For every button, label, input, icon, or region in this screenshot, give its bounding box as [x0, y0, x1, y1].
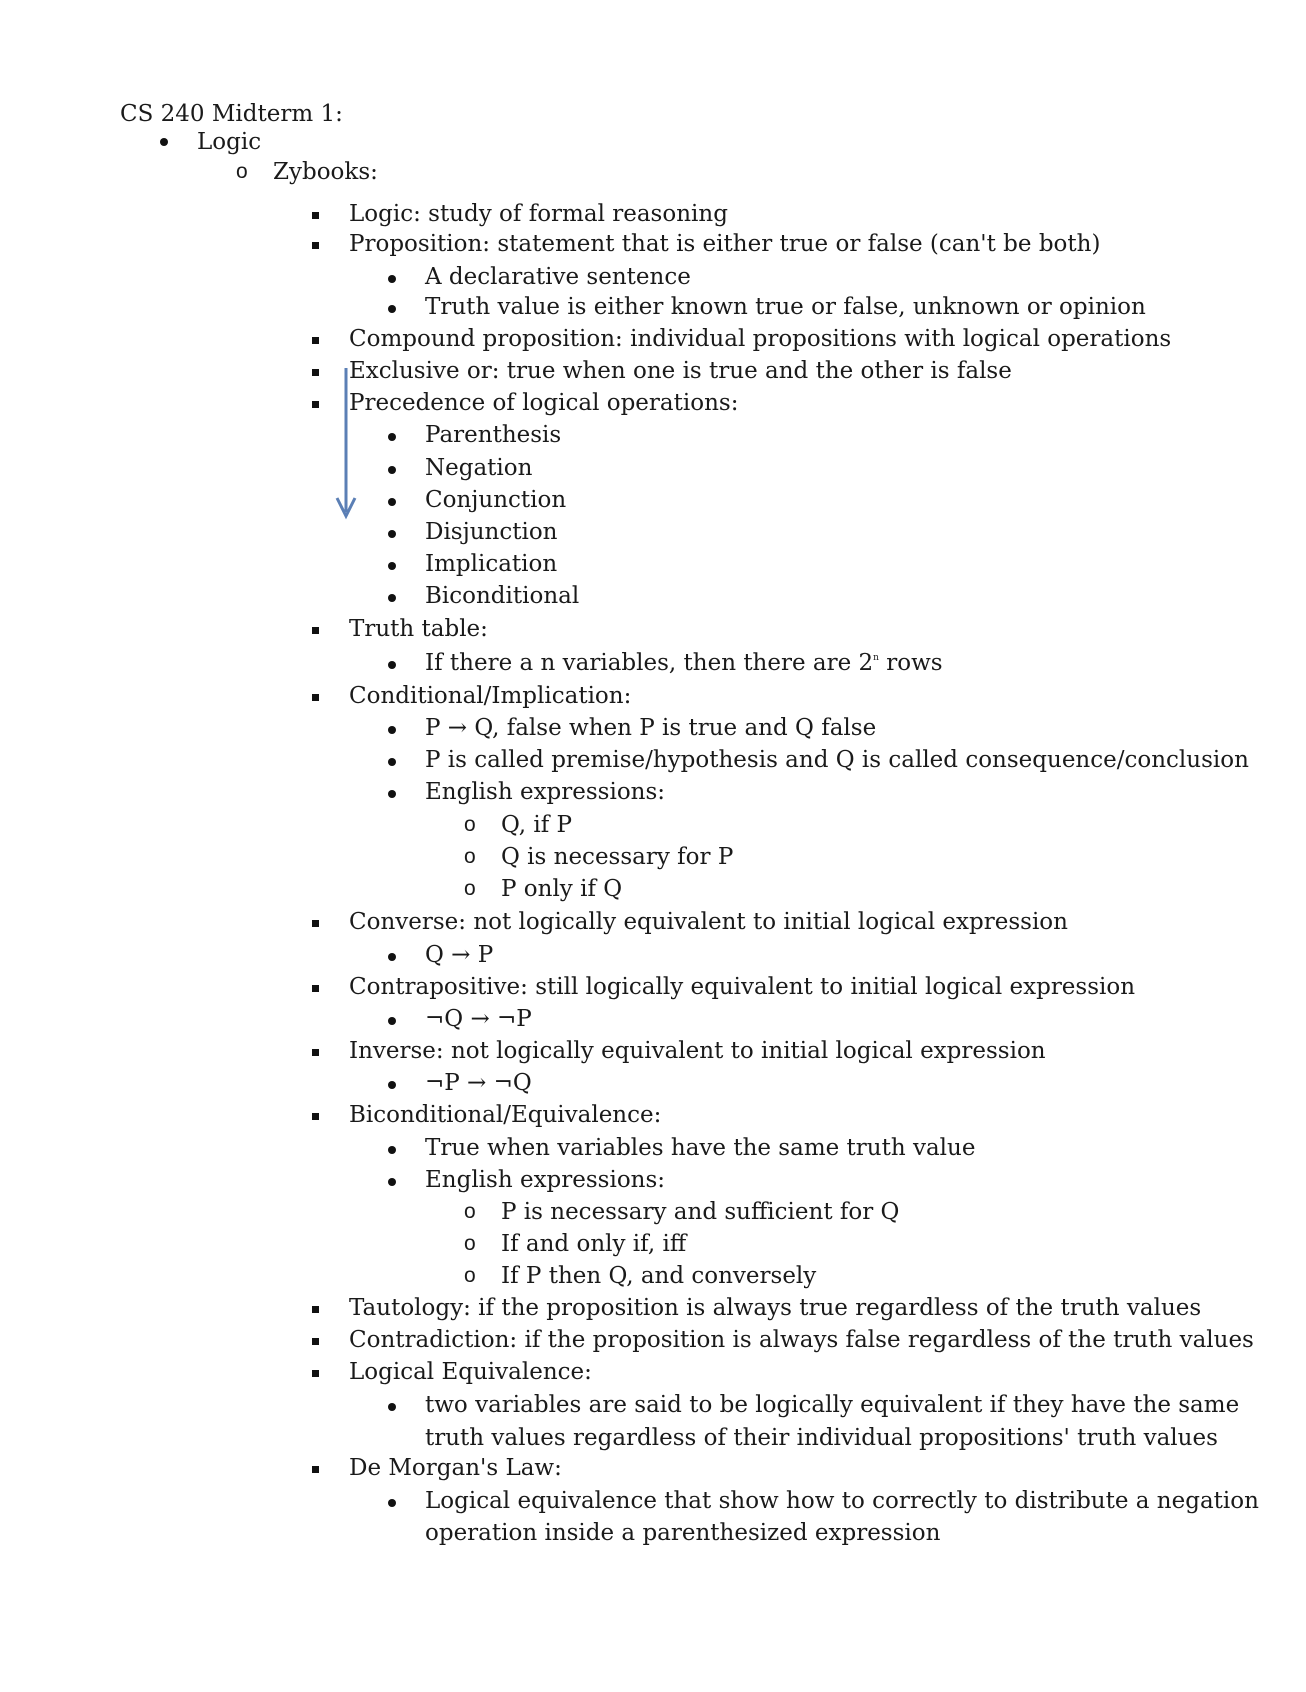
- list-item: Converse: not logically equivalent to initial logical expression: [349, 909, 1068, 935]
- bullet-square: [312, 242, 319, 249]
- list-item: ¬P → ¬Q: [425, 1070, 532, 1096]
- bullet-square: [312, 985, 319, 992]
- list-item: Biconditional/Equivalence:: [349, 1102, 662, 1128]
- bullet-dot: [388, 661, 396, 669]
- bullet-square: [312, 212, 319, 219]
- list-item: ¬Q → ¬P: [425, 1006, 532, 1032]
- bullet-dot: [388, 594, 396, 602]
- bullet-dot: [388, 562, 396, 570]
- bullet-dot: [160, 138, 168, 146]
- list-item: Exclusive or: true when one is true and the other is false: [349, 358, 1012, 384]
- list-item: Q is necessary for P: [501, 844, 734, 870]
- list-item: P only if Q: [501, 876, 623, 902]
- bullet-square: [312, 1306, 319, 1313]
- list-item: If P then Q, and conversely: [501, 1263, 817, 1289]
- list-item-continuation: operation inside a parenthesized expression: [425, 1520, 941, 1546]
- list-item: Inverse: not logically equivalent to initial logical expression: [349, 1038, 1046, 1064]
- list-item: If and only if, iff: [501, 1231, 687, 1257]
- list-item: True when variables have the same truth value: [425, 1135, 976, 1161]
- list-item: Negation: [425, 455, 533, 481]
- list-item: Contradiction: if the proposition is always false regardless of the truth values: [349, 1327, 1254, 1353]
- superscript: n: [873, 653, 879, 663]
- bullet-dot: [388, 1017, 396, 1025]
- bullet-square: [312, 920, 319, 927]
- bullet-dot: [388, 758, 396, 766]
- bullet-square: [312, 694, 319, 701]
- bullet-circle: o: [464, 813, 476, 836]
- list-item: P is called premise/hypothesis and Q is called consequence/conclusion: [425, 747, 1249, 773]
- list-item: Logical equivalence that show how to correctly to distribute a negation: [425, 1488, 1259, 1514]
- bullet-square: [312, 1049, 319, 1056]
- bullet-dot: [388, 1146, 396, 1154]
- bullet-square: [312, 1370, 319, 1377]
- list-item: Conditional/Implication:: [349, 683, 632, 709]
- subsection-heading: Zybooks:: [273, 159, 378, 185]
- list-item: Truth value is either known true or false, unknown or opinion: [425, 294, 1146, 320]
- bullet-dot: [388, 790, 396, 798]
- list-item: Contrapositive: still logically equivalent to initial logical expression: [349, 974, 1136, 1000]
- bullet-circle: o: [236, 160, 248, 183]
- list-item: A declarative sentence: [425, 264, 691, 290]
- list-item: P → Q, false when P is true and Q false: [425, 715, 877, 741]
- text-part: rows: [878, 650, 943, 676]
- list-item-continuation: truth values regardless of their individual propositions' truth values: [425, 1425, 1218, 1451]
- list-item: P is necessary and sufficient for Q: [501, 1199, 900, 1225]
- arrow-down-icon: [334, 366, 358, 526]
- list-item: Compound proposition: individual propositions with logical operations: [349, 326, 1172, 352]
- bullet-circle: o: [464, 1200, 476, 1223]
- list-item: [425, 649, 943, 677]
- bullet-square: [312, 401, 319, 408]
- bullet-square: [312, 1466, 319, 1473]
- bullet-dot: [388, 1178, 396, 1186]
- bullet-dot: [388, 466, 396, 474]
- list-item: Proposition: statement that is either true or false (can't be both): [349, 231, 1101, 257]
- list-item: Precedence of logical operations:: [349, 390, 739, 416]
- bullet-dot: [388, 275, 396, 283]
- bullet-dot: [388, 726, 396, 734]
- bullet-square: [312, 369, 319, 376]
- bullet-dot: [388, 953, 396, 961]
- list-item: Parenthesis: [425, 422, 562, 448]
- doc-title: CS 240 Midterm 1:: [120, 101, 343, 127]
- bullet-square: [312, 1113, 319, 1120]
- list-item: English expressions:: [425, 779, 666, 805]
- list-item: Disjunction: [425, 519, 558, 545]
- bullet-dot: [388, 1403, 396, 1411]
- bullet-dot: [388, 433, 396, 441]
- text-part: If there a n variables, then there are 2: [425, 650, 874, 676]
- list-item: Q → P: [425, 942, 494, 968]
- bullet-square: [312, 627, 319, 634]
- list-item: Implication: [425, 551, 558, 577]
- bullet-dot: [388, 530, 396, 538]
- list-item: Tautology: if the proposition is always true regardless of the truth values: [349, 1295, 1202, 1321]
- section-heading: Logic: [197, 129, 262, 155]
- list-item: English expressions:: [425, 1167, 666, 1193]
- list-item: Q, if P: [501, 812, 572, 838]
- bullet-circle: o: [464, 1264, 476, 1287]
- bullet-dot: [388, 305, 396, 313]
- bullet-dot: [388, 1081, 396, 1089]
- bullet-circle: o: [464, 845, 476, 868]
- bullet-square: [312, 1338, 319, 1345]
- list-item: Biconditional: [425, 583, 580, 609]
- bullet-dot: [388, 1499, 396, 1507]
- bullet-circle: o: [464, 877, 476, 900]
- list-item: Truth table:: [349, 616, 488, 642]
- bullet-square: [312, 337, 319, 344]
- bullet-circle: o: [464, 1232, 476, 1255]
- list-item: Conjunction: [425, 487, 567, 513]
- list-item: two variables are said to be logically equivalent if they have the same: [425, 1392, 1240, 1418]
- list-item: De Morgan's Law:: [349, 1455, 562, 1481]
- bullet-dot: [388, 498, 396, 506]
- list-item: Logical Equivalence:: [349, 1359, 592, 1385]
- list-item: Logic: study of formal reasoning: [349, 201, 728, 227]
